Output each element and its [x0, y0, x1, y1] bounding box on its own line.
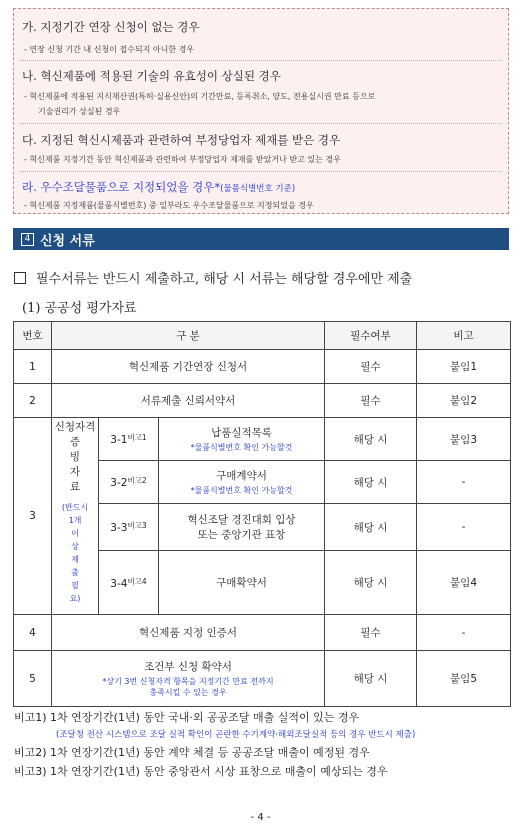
condition-b-detail-2: 기술권리가 상실된 경우: [38, 107, 121, 116]
row-number: 5: [14, 651, 52, 707]
row-required: 해당 시: [325, 504, 417, 551]
footnote-1: 비고1) 1차 연장기간(1년) 동안 국내·외 공공조달 매출 실적이 있는 경우: [14, 711, 360, 724]
footnote-3: 비고3) 1차 연장기간(1년) 동안 중앙관서 시상 표창으로 매출이 예상되는 경우: [14, 765, 388, 778]
section-header: [13, 228, 509, 250]
group-note-line: 1개: [68, 516, 82, 525]
sub-code: $3-4^{비고4}$: [99, 551, 159, 615]
condition-d-title-note: (물품식별번호 기준): [220, 184, 296, 194]
divider: [20, 171, 502, 172]
row-required: 해당 시: [325, 461, 417, 504]
row-note: 붙임4: [417, 551, 511, 615]
table-row: [14, 418, 511, 461]
sub-item: 구매계약서 *물품식별번호 확인 가능할것: [159, 461, 325, 504]
condition-a-title: 가. 지정기간 연장 신청이 없는 경우: [22, 20, 200, 34]
table-row: [14, 350, 511, 384]
subheading: (1) 공공성 평가자료: [22, 301, 137, 316]
qualification-group-label: [52, 418, 99, 615]
header-no: 번호: [14, 322, 52, 350]
footnote-1-note: (조달청 전산 시스템으로 조달 실적 확인이 곤란한 수기계약·해외조달실적 등의 경우 반드시 제출): [56, 730, 416, 740]
group-label-line: 자: [69, 466, 81, 478]
condition-b-detail: - 혁신제품에 적용된 지식재산권(특허·실용신안)의 기간만료, 등록취소, 양도, 전용실시권 만료 등으로: [24, 92, 376, 101]
group-label-line: 증: [69, 436, 81, 448]
sub-code: $3-2^{비고2}$: [99, 461, 159, 504]
row-number: 1: [14, 350, 52, 384]
sub-item: 혁신조달 경진대회 입상 또는 중앙기관 표창: [159, 504, 325, 551]
condition-b-title: 나. 혁신제품에 적용된 기술의 유효성이 상실된 경우: [22, 69, 281, 83]
header-note: 비고: [417, 322, 511, 350]
divider: [20, 123, 502, 124]
sub-code: $3-1^{비고1}$: [99, 418, 159, 461]
row-item: 조건부 신청 확약서 *상기 3번 신청자격 항목을 지정기간 만료 전까지 충족시킬 수 있는 경우: [52, 651, 325, 707]
row-number: 4: [14, 615, 52, 651]
divider: [20, 60, 502, 61]
row-note: -: [417, 461, 511, 504]
row-required: 해당 시: [325, 651, 417, 707]
termination-conditions-box: [13, 8, 509, 214]
row-number: 3: [14, 418, 52, 615]
required-documents-table: [13, 321, 511, 707]
row-item: 서류제출 신뢰서약서: [52, 384, 325, 418]
row-note: -: [417, 504, 511, 551]
row-item: 혁신제품 지정 인증서: [52, 615, 325, 651]
row-note: 붙임5: [417, 651, 511, 707]
section-number: 4: [21, 233, 34, 246]
table-row: [14, 384, 511, 418]
row-note: 붙임3: [417, 418, 511, 461]
condition-c-detail: - 혁신제품 지정기간 동안 혁신제품과 관련하여 부정당업자 제재를 받았거나 받고 있는 경우: [24, 155, 341, 164]
row-required: 해당 시: [325, 418, 417, 461]
group-note-line: (반드시: [61, 503, 89, 512]
table-header-row: [14, 322, 511, 350]
row-note: -: [417, 615, 511, 651]
group-note-line: 상: [71, 542, 79, 551]
group-label-line: 신청자격: [54, 421, 96, 433]
condition-c-title: 다. 지정된 혁신시제품과 관련하여 부정당업자 제재를 받은 경우: [22, 133, 341, 147]
condition-d-title: [22, 179, 295, 195]
checkbox-bullet-icon: [14, 272, 26, 284]
row-item: 혁신제품 기간연장 신청서: [52, 350, 325, 384]
footnote-2: 비고2) 1차 연장기간(1년) 동안 계약 체결 등 공공조달 매출이 예정된 경우: [14, 746, 370, 759]
group-label-line: 빙: [69, 451, 81, 463]
header-category: 구 분: [52, 322, 325, 350]
submission-notice: [14, 268, 412, 287]
row-number: 2: [14, 384, 52, 418]
row-note: 붙임1: [417, 350, 511, 384]
table-row: [14, 651, 511, 707]
row-required: 필수: [325, 384, 417, 418]
group-label-line: 료: [69, 481, 81, 493]
row-note: 붙임2: [417, 384, 511, 418]
condition-d-title-text: 라. 우수조달물품으로 지정되었을 경우*: [22, 180, 221, 194]
group-note-line: 출: [71, 568, 79, 577]
table-row: [14, 615, 511, 651]
row-required: 필수: [325, 615, 417, 651]
group-note-line: 필: [71, 581, 79, 590]
notice-text: 필수서류는 반드시 제출하고, 해당 시 서류는 해당할 경우에만 제출: [36, 272, 413, 287]
group-note-line: 요): [69, 594, 81, 603]
sub-item: 납품실적목록 *물품식별번호 확인 가능할것: [159, 418, 325, 461]
page-number: - 4 -: [250, 812, 271, 823]
group-note-line: 이: [71, 529, 79, 538]
section-title: 신청 서류: [40, 233, 95, 249]
condition-a-detail: - 연장 신청 기간 내 신청이 접수되지 아니한 경우: [24, 45, 195, 54]
row-required: 해당 시: [325, 551, 417, 615]
group-note-line: 제: [71, 555, 79, 564]
sub-item: 구매확약서: [159, 551, 325, 615]
condition-d-detail: - 혁신제품 지정제품(물품식별번호) 중 일부라도 우수조달물품으로 지정되었을 경우: [24, 201, 314, 210]
row-required: 필수: [325, 350, 417, 384]
header-required: 필수여부: [325, 322, 417, 350]
sub-code: $3-3^{비고3}$: [99, 504, 159, 551]
